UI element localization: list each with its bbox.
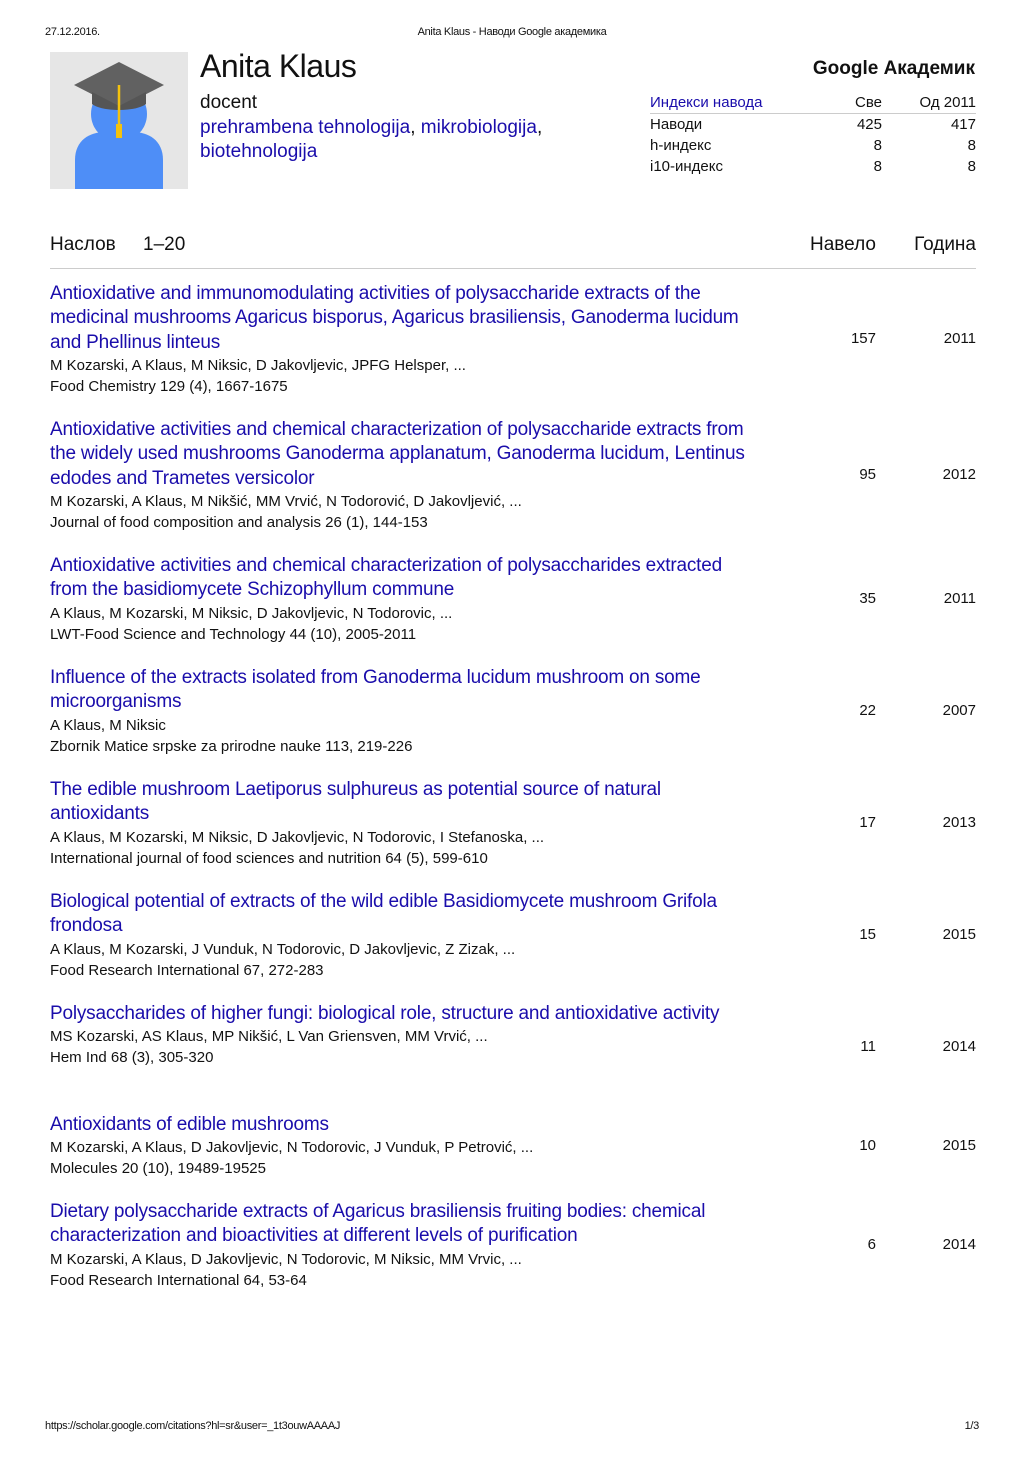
article-year: 2014 — [942, 1236, 976, 1253]
citation-index-table — [650, 93, 976, 177]
articles-range: 1–20 — [143, 234, 186, 255]
article-authors: A Klaus, M Kozarski, J Vunduk, N Todorovic, D Jakovljevic, Z Zizak, ... — [50, 940, 516, 958]
article-cited-count[interactable]: 17 — [859, 814, 876, 831]
article-title-link[interactable]: Antioxidants of edible mushrooms — [50, 1114, 329, 1135]
article-row — [50, 1002, 976, 1068]
citation-index-all-header: Све — [855, 94, 882, 111]
metric-all: 8 — [873, 158, 882, 175]
interest-link[interactable]: prehrambena tehnologija — [200, 117, 411, 138]
article-year: 2015 — [942, 926, 976, 943]
article-row — [50, 1200, 976, 1291]
sort-by-year-header[interactable]: Година — [914, 234, 976, 255]
article-authors: M Kozarski, A Klaus, M Nikšić, MM Vrvić, N Todorović, D Jakovljević, ... — [50, 492, 522, 510]
print-footer — [45, 1420, 979, 1434]
article-authors: M Kozarski, A Klaus, D Jakovljevic, N Todorovic, M Niksic, MM Vrvic, ... — [50, 1250, 522, 1268]
article-venue: Food Chemistry 129 (4), 1667-1675 — [50, 377, 288, 395]
article-row — [50, 890, 976, 981]
article-row — [50, 282, 976, 397]
article-year: 2011 — [943, 590, 976, 607]
metric-all: 8 — [873, 137, 882, 154]
interest-link[interactable]: mikrobiologija — [420, 117, 537, 138]
article-authors: A Klaus, M Kozarski, M Niksic, D Jakovljevic, N Todorovic, ... — [50, 604, 453, 622]
article-year: 2014 — [942, 1038, 976, 1055]
article-row — [50, 778, 976, 869]
article-cited-count[interactable]: 22 — [859, 702, 876, 719]
article-venue: Food Research International 64, 53-64 — [50, 1271, 307, 1289]
article-year: 2013 — [942, 814, 976, 831]
article-title-link[interactable]: Polysaccharides of higher fungi: biological role, structure and antioxidative activity — [50, 1003, 720, 1024]
metric-since: 8 — [967, 137, 976, 154]
article-row — [50, 418, 976, 533]
article-authors: A Klaus, M Niksic — [50, 716, 166, 734]
article-venue: LWT-Food Science and Technology 44 (10), 2005-2011 — [50, 625, 417, 643]
graduate-cap-avatar-icon — [50, 52, 188, 189]
article-cited-count[interactable]: 95 — [859, 466, 876, 483]
article-venue: Food Research International 67, 272-283 — [50, 961, 324, 979]
articles-table-header — [50, 232, 976, 269]
metric-label: Наводи — [650, 116, 703, 133]
metric-since: 8 — [967, 158, 976, 175]
interest-link[interactable]: biotehnologija — [200, 141, 318, 162]
article-title-link[interactable]: Antioxidative activities and chemical characterization of polysaccharides extracted from the basidiomycete Schizophyllum commune — [50, 555, 722, 601]
citation-index-row — [650, 114, 976, 135]
article-year: 2015 — [942, 1137, 976, 1154]
citation-index-since-header: Од 2011 — [919, 94, 976, 111]
citation-index-row — [650, 135, 976, 156]
sort-by-cited-header[interactable]: Навело — [810, 234, 876, 255]
article-row — [50, 1113, 976, 1179]
article-cited-count[interactable]: 157 — [850, 330, 876, 347]
article-venue: Zbornik Matice srpske za prirodne nauke 113, 219-226 — [50, 737, 413, 755]
article-cited-count[interactable]: 10 — [859, 1137, 876, 1154]
article-title-link[interactable]: The edible mushroom Laetiporus sulphureus as potential source of natural antioxidants — [50, 779, 661, 825]
article-row — [50, 666, 976, 757]
article-year: 2007 — [942, 702, 976, 719]
article-venue: Molecules 20 (10), 19489-19525 — [50, 1160, 266, 1178]
article-title-link[interactable]: Influence of the extracts isolated from Ganoderma lucidum mushroom on some microorganisms — [50, 667, 701, 713]
article-authors: A Klaus, M Kozarski, M Niksic, D Jakovljevic, N Todorovic, I Stefanoska, ... — [50, 828, 545, 846]
article-venue: Hem Ind 68 (3), 305-320 — [50, 1049, 214, 1067]
profile-name: Anita Klaus — [200, 48, 357, 84]
metric-label: i10-индекс — [650, 158, 724, 175]
article-year: 2011 — [943, 330, 976, 347]
article-venue: International journal of food sciences and nutrition 64 (5), 599-610 — [50, 849, 488, 867]
article-cited-count[interactable]: 15 — [859, 926, 876, 943]
profile-avatar — [50, 52, 188, 189]
metric-label: h-индекс — [650, 137, 712, 154]
print-date: 27.12.2016. — [45, 26, 100, 38]
citation-index-row — [650, 156, 976, 177]
print-page-title: Anita Klaus - Наводи Google академика — [417, 26, 607, 38]
article-title-link[interactable]: Biological potential of extracts of the wild edible Basidiomycete mushroom Grifola frondosa — [50, 891, 717, 937]
article-cited-count[interactable]: 35 — [859, 590, 876, 607]
sort-by-title-header[interactable]: Наслов — [50, 234, 116, 255]
print-header — [45, 26, 979, 40]
profile-affiliation: docent — [200, 92, 258, 113]
article-authors: M Kozarski, A Klaus, D Jakovljevic, N Todorovic, J Vunduk, P Petrović, ... — [50, 1139, 534, 1157]
google-scholar-logo[interactable]: Google Академик — [812, 58, 975, 79]
metric-since: 417 — [950, 116, 976, 133]
article-title-link[interactable]: Antioxidative and immunomodulating activities of polysaccharide extracts of the medicinal mushrooms Agaricus bisporus, Agaricus brasiliensis, Ganoderma lucidum and Phellinus linteus — [50, 283, 739, 353]
article-title-link[interactable]: Dietary polysaccharide extracts of Agaricus brasiliensis fruiting bodies: chemical characterization and bioactivities at different levels of purification — [50, 1201, 706, 1247]
print-page-number: 1/3 — [964, 1420, 979, 1432]
article-year: 2012 — [942, 466, 976, 483]
metric-all: 425 — [856, 116, 882, 133]
article-cited-count[interactable]: 11 — [860, 1038, 876, 1055]
article-title-link[interactable]: Antioxidative activities and chemical characterization of polysaccharide extracts from the widely used mushrooms Ganoderma applanatum, Ganoderma lucidum, Lentinus edodes and Trametes versicolor — [50, 419, 745, 489]
article-venue: Journal of food composition and analysis 26 (1), 144-153 — [50, 513, 428, 531]
article-authors: MS Kozarski, AS Klaus, MP Nikšić, L Van Griensven, MM Vrvić, ... — [50, 1028, 488, 1046]
print-url: https://scholar.google.com/citations?hl=sr&user=_1t3ouwAAAAJ — [45, 1420, 341, 1432]
article-row — [50, 554, 976, 645]
citation-index-label[interactable]: Индекси навода — [650, 94, 763, 111]
article-cited-count[interactable]: 6 — [867, 1236, 876, 1253]
citation-index-header — [650, 93, 976, 114]
profile-interests: prehrambena tehnologija, mikrobiologija, biotehnologija — [200, 117, 543, 162]
article-authors: M Kozarski, A Klaus, M Niksic, D Jakovljevic, JPFG Helsper, ... — [50, 356, 466, 374]
